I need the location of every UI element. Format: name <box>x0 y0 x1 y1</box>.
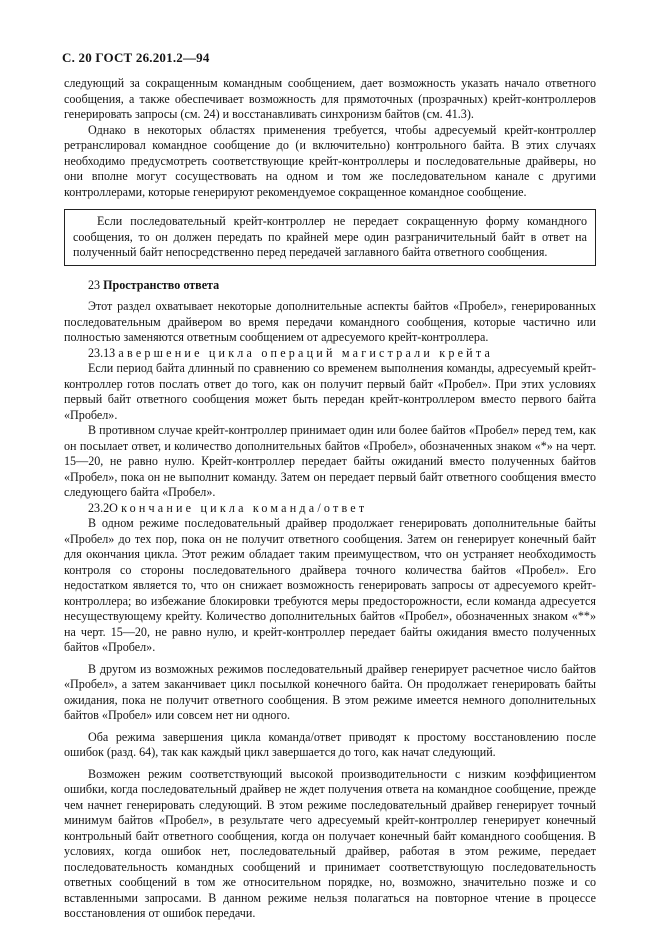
paragraph: В противном случае крейт-контроллер принимает один или более байтов «Пробел» перед тем, как он посылает ответ, и количество дополнительных байтов «Пробел», обозначенных знаком «*» на черт. 15—20, не равно нулю. Крейт-контроллер передает байты ожиданий вместо полученных байтов «Пробел», пока он не выполнит команду. Затем он передает первый байт ответного сообщения вместо следующего байта «Пробел». <box>64 423 596 499</box>
paragraph-continuation: следующий за сокращенным командным сообщением, дает возможность указать начало ответного сообщения, а также обеспечивает возможность для прямоточных (прозрачных) крейт-контроллеров генерировать запросы (см. 24) и восстанавливать синхронизм байтов (см. 41.3). <box>64 76 596 121</box>
subsection-number: 23.2 <box>88 500 110 515</box>
boxed-text: Если последовательный крейт-контроллер не передает сокращенную форму командного сообщения, то он должен передать по крайней мере один разграничительный байт в ответ на полученный байт непосредственно перед передачей заглавного байта ответного сообщения. <box>73 214 587 259</box>
section-number: 23 <box>88 277 101 292</box>
paragraph: В другом из возможных режимов последовательный драйвер генерирует расчетное число байтов «Пробел», а затем заканчивает цикл посылкой конечного байта. Он продолжает генерировать байты ожидания, пока не получит ответного сообщения. В этом режиме имеется немного дополнительных байтов «Пробел» или совсем нет ни одного. <box>64 661 596 722</box>
paragraph: В одном режиме последовательный драйвер продолжает генерировать дополнительные байты «Пробел» до тех пор, пока он не получит ответного сообщения. Затем он генерирует конечный байт для окончания цикла. Этот режим обладает таким преимуществом, что он устраняет необходимость контроля со стороны последовательного драйвера точного количества байтов «Пробел». Его недостатком является то, что он снижает возможность генерировать запросы от адресуемого крейт-контроллера; во избежание блокировки требуются меры предосторожности, если команда адресуется несуществующему крейту. Количество дополнительных байтов «Пробел», обозначенных знаком «**» на черт. 15—20, не равно нулю, и крейт-контроллер передает байты ожидания вместо полученных байтов «Пробел». <box>64 516 596 654</box>
subsection-heading-23-1 <box>64 346 596 362</box>
document-body <box>64 76 596 922</box>
subsection-heading-23-2 <box>64 501 596 517</box>
subsection-title: Окончание цикла команда/ответ <box>109 500 368 515</box>
paragraph: Оба режима завершения цикла команда/ответ приводят к простому восстановлению после ошибок (разд. 64), так как каждый цикл завершается до того, как начат следующий. <box>64 729 596 759</box>
section-title: Пространство ответа <box>103 277 220 292</box>
paragraph: Этот раздел охватывает некоторые дополнительные аспекты байтов «Пробел», генерированных последовательным драйвером во время передачи командного сообщения, которые частично или полностью заменяются ответным сообщением от адресуемого крейт-контроллера. <box>64 299 596 344</box>
boxed-requirement <box>64 209 596 266</box>
paragraph: Однако в некоторых областях применения требуется, чтобы адресуемый крейт-контроллер ретранслировал командное сообщение до (и включительно) контрольного байта. В этих случаях необходимо предусмотреть соответствующие крейт-контроллеры и последовательные драйверы, но они вполне могут сосуществовать на одном и том же последовательном канале с другими контроллерами, которые генерируют рекомендуемое сокращенное командное сообщение. <box>64 122 596 199</box>
paragraph: Если период байта длинный по сравнению со временем выполнения команды, адресуемый крейт-контроллер готов послать ответ до того, как он получит первый байт «Пробел». При этих условиях первый байт ответного сообщения может быть передан крейт-контроллером вместо первого байта «Пробел». <box>64 361 596 422</box>
section-heading-23 <box>64 278 596 294</box>
subsection-number: 23.1 <box>88 345 110 360</box>
page-header: С. 20 ГОСТ 26.201.2—94 <box>62 50 210 65</box>
paragraph: Возможен режим соответствующий высокой производительности с низким коэффициентом ошибки, когда последовательный драйвер не ждет получения ответа на командное сообщение, прежде чем начнет генерировать следующий. В этом режиме последовательный драйвер генерирует точный минимум байтов «Пробел», в результате чего адресуемый крейт-контроллер генерирует конечный контрольный байт ответного сообщения, когда он получает конечный байт командного сообщения. В условиях, когда ошибок нет, последовательный драйвер, работая в этом режиме, передает последовательность командных сообщений и принимает соответствующую последовательность ответных сообщений в том же относительном порядке, но, возможно, значительно позже и со вставленными запросами. В данном режиме нельзя полагаться на повторное чтение в процессе восстановления от ошибок передачи. <box>64 766 596 920</box>
subsection-title: Завершение цикла операций магистрали крейта <box>109 345 494 360</box>
